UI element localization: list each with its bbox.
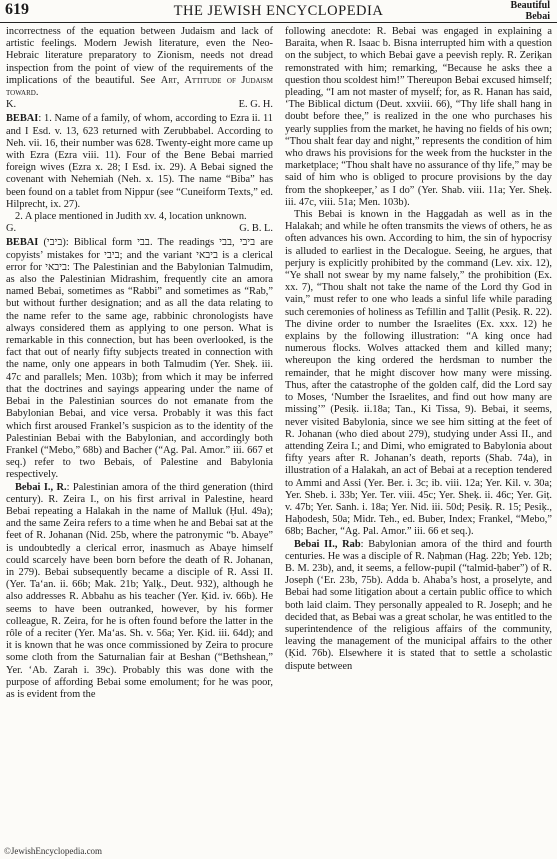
entry-text: : 1. Name of a family, of whom, according to Ezra ii. 11 and I Esd. v. 13, 623 returned with Zerubbabel. According to Neh. vii. 16, their number was 628. Twenty-eight more came up with Ezra (Ezra viii. 11). Four of the Bene Bebai married foreign wives (Ezra x. 28; I Esd. ix. 29). A Bebai signed the covenant with Nehemiah (Neh. x. 15). The name “Biba” has been found on a tablet from Nippur (see “Cuneiform Texts,” ed. Hilprecht, ix. 27).: [6, 113, 273, 210]
paragraph: 2. A place mentioned in Judith xv. 4, location unknown.: [15, 211, 247, 223]
signature-line: [6, 99, 273, 111]
entry-text: : Babylonian amora of the third and fourth centuries. He was a disciple of R. Naḥman (Hag. 22b; Yeb. 12b; B. M. 23b), and, it seems, a fellow-pupil (“talmid-ḥaber”) of R. Joseph (‘Er. 23b, 75b). Adda b. Ahaba’s host, a proselyte, and Bebai had some litigation about a certain public office to which both laid claim. They personally appealed to R. Joseph; and he decided that, as Bebai was a great scholar, he was entitled to the superintendence of the religious affairs of the community, leaving the management of the municipal affairs to the other (Ḳid. 76b). Elsewhere it is stated that to settle a scholastic dispute between: [285, 538, 552, 672]
entry-paragraph: [6, 482, 273, 702]
entry-heading: Bebai II., Rab: [294, 538, 361, 550]
entry-heading: BEBAI: [6, 113, 39, 125]
entry-paragraph: [285, 539, 552, 673]
paragraph: following anecdote: R. Bebai was engaged in explaining a Baraita, when R. Isaac b. Bisna interrupted him with a question on the subject, to which Bebai gave a peevish reply. R. Zeriḳan remonstrated with him; remarking, “Because he asks thee a question thou scoldest him!” Thereupon Bebai excused himself; pleading, “I am not master of myself; for, as R. Hanan has said, ‘The Biblical dictum (Deut. xxviii. 66), “Thy life shall hang in doubt before thee,” is realized in the one who purchases his yearly supplies from the market, he having no fields of his own; “Thou shalt fear day and night,” represents the condition of him who draws his provisions for the week from the huckster in the marketplace; “Thou shalt have no assurance of thy life,” may be said of him who is obliged to procure provisions by the day from the shopkeeper,’ as I do” (Yer. Shab. viii. 11a; Yer. Sheḳ. iii. 47c, viii. 51a; Men. 103b).: [285, 26, 552, 208]
guide-word-last: Bebai: [525, 11, 550, 22]
footer-copyright: ©JewishEncyclopedia.com: [4, 846, 103, 856]
right-column: [285, 26, 552, 673]
signature-left: K.: [6, 99, 17, 111]
page-number: 619: [5, 1, 29, 18]
guide-word-first: Beautiful: [510, 0, 550, 11]
signature-line: [6, 223, 273, 235]
running-title: THE JEWISH ENCYCLOPEDIA: [173, 3, 384, 19]
entry-heading: Bebai I., R.: [15, 481, 67, 493]
entry-heading: BEBAI: [6, 237, 39, 249]
page-header: [0, 0, 557, 23]
entry-text: : Palestinian amora of the third generation (third century). R. Zeira I., on his first arrival in Palestine, heard Bebai repeating a Halakah in the name of Malluk (Ḥul. 49a); and the same Zeira refers to a time when he and Bebai sat at the feet of R. Johanan (Nid. 25b, where the patronymic “b. Abaye” is undoubtedly a clerical error, inasmuch as Abaye himself could scarcely have been born before the death of R. Johanan, in 279). Bebai subsequently became a disciple of R. Assi II. (Yer. Ta‘an. ii. 66b; Mak. 21b; Yalḳ., Deut. 932), although he also addresses R. Abbahu as his teacher (Yer. Ḳid. iv. 66b). He seems to have been outranked, however, by his former colleague, R. Zeira, for he is often found before the latter in the rôle of a reciter (Yer. Ma‘as. Sh. v. 56a; Yer. Ḳid. iii. 64d); and it is known that he was once commissioned by Zeira to procure some cloth from the Saturnalian fair at Beshan (“Bethshean,” Yer. ‘Ab. Zarah i. 39c). Probably this was done with the purpose of affording Bebai some emolument; for he was poor, as is evident from the: [6, 481, 273, 700]
paragraph-text: incorrectness of the equation between Judaism and lack of artistic feelings. Modern Jewish literature, even the Neo-Hebraic literature preparatory to Zionism, needs not dread inspection from the point of view of the requirements of the implications of the beautiful. See: [6, 26, 273, 86]
cross-reference: Art, Attitude of Judaism toward.: [6, 74, 273, 99]
paragraph: This Bebai is known in the Haggadah as well as in the Halakah; and while he often transmits the views of others, he as often advances his own. According to him, the sin of hypocrisy is alluded to earliest in the Decalogue. Seeing, he argues, that perjury is explicitly prohibited by the command (Lev. xix. 12), “Ye shall not swear by my name falsely,” the prohibition (Ex. xx. 7), “Thou shalt not take the name of the Lord thy God in vain,” must refer to one who leads a sinful life while parading such ceremonies of holiness as Tefillin and Ṭallit (Pesiḳ. R. 22). The divine order to number the Israelites (Ex. xxx. 12) he explains by the following illustration: “A king once had numerous flocks. Wolves attacked them and killed many; whereupon the king ordered the herdsman to number the remainder, that he might discover how many were missing. Thus, after the catastrophe of the golden calf, did the Lord say to Moses, ‘Number the Israelites, and find out how many are missing’” (Pesiḳ. ii.18a; Tan., Ki Tissa, 9). Bebai, it seems, never visited Babylonia, since we see him sitting at the feet of R. Johanan (who died about 279), studying under Assi II., and attending Zeira I.; and Dimi, who emigrated to Babylonia about fifty years after R. Johanan’s death, reports (Shab. 74a), in illustration of a Halakah, an act of Bebai at a reception tendered to Ammi and Assi (Yer. Ber. i. 3c; ib. viii. 12a; Yer. Kil. v. 30a; Yer. Sheb. i. 33b; Yer. Ter. viii. 45c; Yer. Sheḳ. ii. 46c; Yer. Giṭ. v. 47b; Yer. Sanh. i. 18a; Yer. Nid. iii. 50d; Pesiḳ. R. 15; Pesiḳ., Haḥodesh, 50a; Midr. Teh., ed. Buber, Index; Frankel, “Mebo,” 68b; Bacher, “Ag. Pal. Amor.” iii. 66 et seq.).: [285, 209, 552, 538]
signature-right: E. G. H.: [238, 99, 273, 111]
entry-text: (ביבי): Biblical form בבי. The readings ביבי ,בבי are copyists’ mistakes for ביבי; and the variant ביבאי is a clerical error for ביבאי: The Palestinian and the Babylonian Talmudim, as also the Palestinian Midrashim, frequently cite an amora named Bebai, sometimes as “Rabbi” and sometimes as “Rab,” but without further designation; and as all the data relating to the name refer to the same age, rabbinic chronologists have always considered them as applying to one person. What is remarkable in this connection, but has been overlooked, is the fact that out of nearly fifty subjects treated in connection with the name, only one appears in both Talmudim (Yer. Sheḳ. iii. 47c and parallels; Men. 103b); from which it may be inferred that the doctrines and sayings appearing under the name of Bebai in the Palestinian sources do not emanate from the Babylonian Bebai, and vice versa. Probably it was this fact which first aroused Frankel’s suspicion as to the identity of the Palestinian Bebai with the Babylonian, and accordingly both Frankel (“Mebo,” 68b) and Bacher (“Ag. Pal. Amor.” iii. 667 et seq.) refer to two Bebais, of Palestine and Babylonia respectively.: [6, 237, 273, 481]
signature-right: G. B. L.: [239, 223, 273, 235]
guide-words: [511, 0, 550, 22]
paragraph: [6, 26, 273, 99]
left-column: [6, 26, 273, 701]
entry-paragraph: [6, 237, 273, 481]
signature-left: G.: [6, 223, 17, 235]
entry-paragraph: [6, 113, 273, 211]
